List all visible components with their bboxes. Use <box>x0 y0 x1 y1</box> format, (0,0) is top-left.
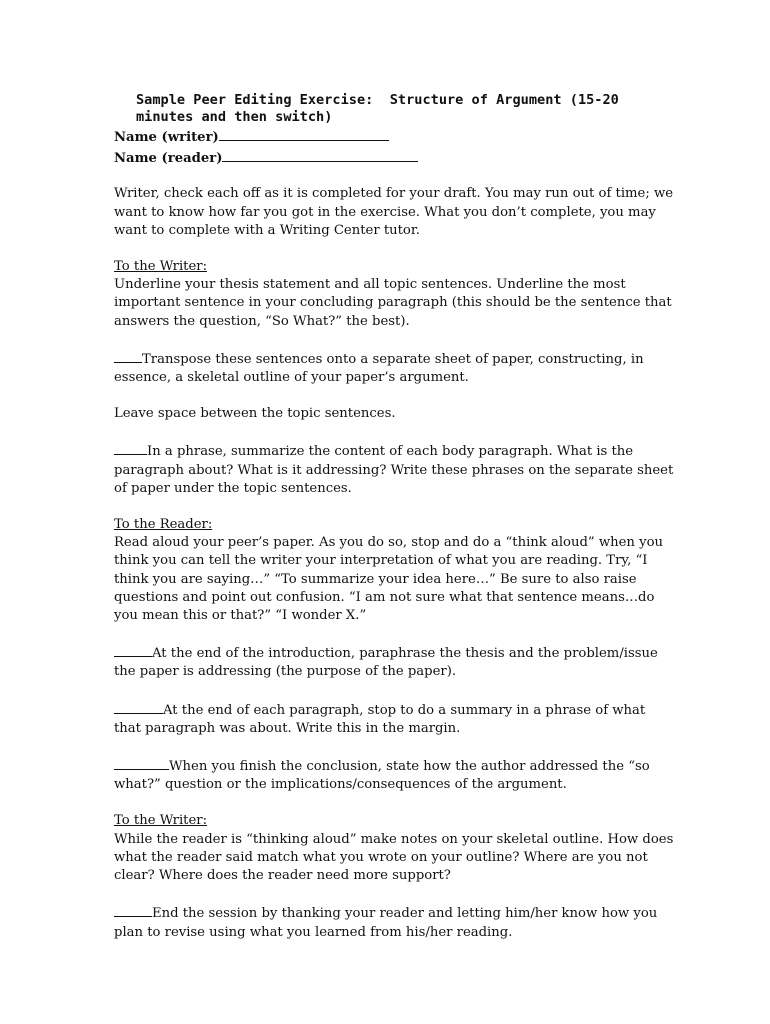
name-writer-blank[interactable] <box>219 126 389 141</box>
section-body: Read aloud your peer’s paper. As you do so, stop and do a “think aloud” when you think you can tell the writer your interpretation of what you are reading. Try, “I think you are saying…” “To summarize your idea here…” Be sure to also raise questions and point out confusion. “I am not sure what that sentence means…do you mean this or that?” “I wonder X.” <box>114 535 663 624</box>
name-reader-label: Name (reader) <box>114 151 223 167</box>
name-writer-line <box>114 126 674 147</box>
checklist-item-text: In a phrase, summarize the content of each body paragraph. What is the paragraph about? What is it addressing? Write these phrases on the separate sheet of paper under the topic sentences. <box>114 444 674 496</box>
document-page <box>114 92 674 960</box>
checklist-item <box>114 700 674 738</box>
section-heading: To the Writer: <box>114 259 208 275</box>
checkbox-blank[interactable] <box>114 756 169 770</box>
section-body: While the reader is “thinking aloud” make notes on your skeletal outline. How does what the reader said match what you wrote on your outline? Where are you not clear? Where does the reader need more support? <box>114 831 674 884</box>
name-reader-blank[interactable] <box>222 147 418 162</box>
checklist-item-text: At the end of the introduction, paraphrase the thesis and the problem/issue the paper is addressing (the purpose of the paper). <box>114 646 658 680</box>
checkbox-blank[interactable] <box>114 349 142 363</box>
section-writer-2 <box>114 812 674 885</box>
section-writer-1 <box>114 258 674 331</box>
section-reader <box>114 516 674 625</box>
intro-paragraph: Writer, check each off as it is completed for your draft. You may run out of time; we want to know how far you got in the exercise. What you don’t complete, you may want to complete with a Writing Center tutor. <box>114 186 674 238</box>
checklist-item <box>114 441 674 498</box>
checklist-item <box>114 643 674 681</box>
section-heading: To the Writer: <box>114 813 208 829</box>
checklist-item <box>114 903 674 941</box>
checkbox-blank[interactable] <box>114 903 152 917</box>
checklist-item-text: End the session by thanking your reader and letting him/her know how you plan to revise using what you learned from his/her reading. <box>114 906 658 940</box>
document-title: Sample Peer Editing Exercise: Structure of Argument (15-20 minutes and then switch) <box>136 92 628 125</box>
name-writer-label: Name (writer) <box>114 130 219 145</box>
checklist-item-text: At the end of each paragraph, stop to do a summary in a phrase of what that paragraph was about. Write this in the margin. <box>114 702 646 736</box>
checklist-item-text: When you finish the conclusion, state how the author addressed the “so what?” question or the implications/consequences of the argument. <box>114 759 650 793</box>
checkbox-blank[interactable] <box>114 441 147 455</box>
checkbox-blank[interactable] <box>114 643 152 657</box>
checkbox-blank[interactable] <box>114 700 163 714</box>
checklist-item-text: Transpose these sentences onto a separate sheet of paper, constructing, in essence, a skeletal outline of your paper’s argument. <box>114 351 644 386</box>
section-heading: To the Reader: <box>114 517 213 533</box>
checklist-item <box>114 756 674 794</box>
section-body: Underline your thesis statement and all topic sentences. Underline the most important sentence in your concluding paragraph (this should be the sentence that answers the question, “So What?” the best). <box>114 277 672 329</box>
note-paragraph: Leave space between the topic sentences. <box>114 406 396 422</box>
name-reader-line <box>114 147 674 168</box>
checklist-item <box>114 349 674 387</box>
